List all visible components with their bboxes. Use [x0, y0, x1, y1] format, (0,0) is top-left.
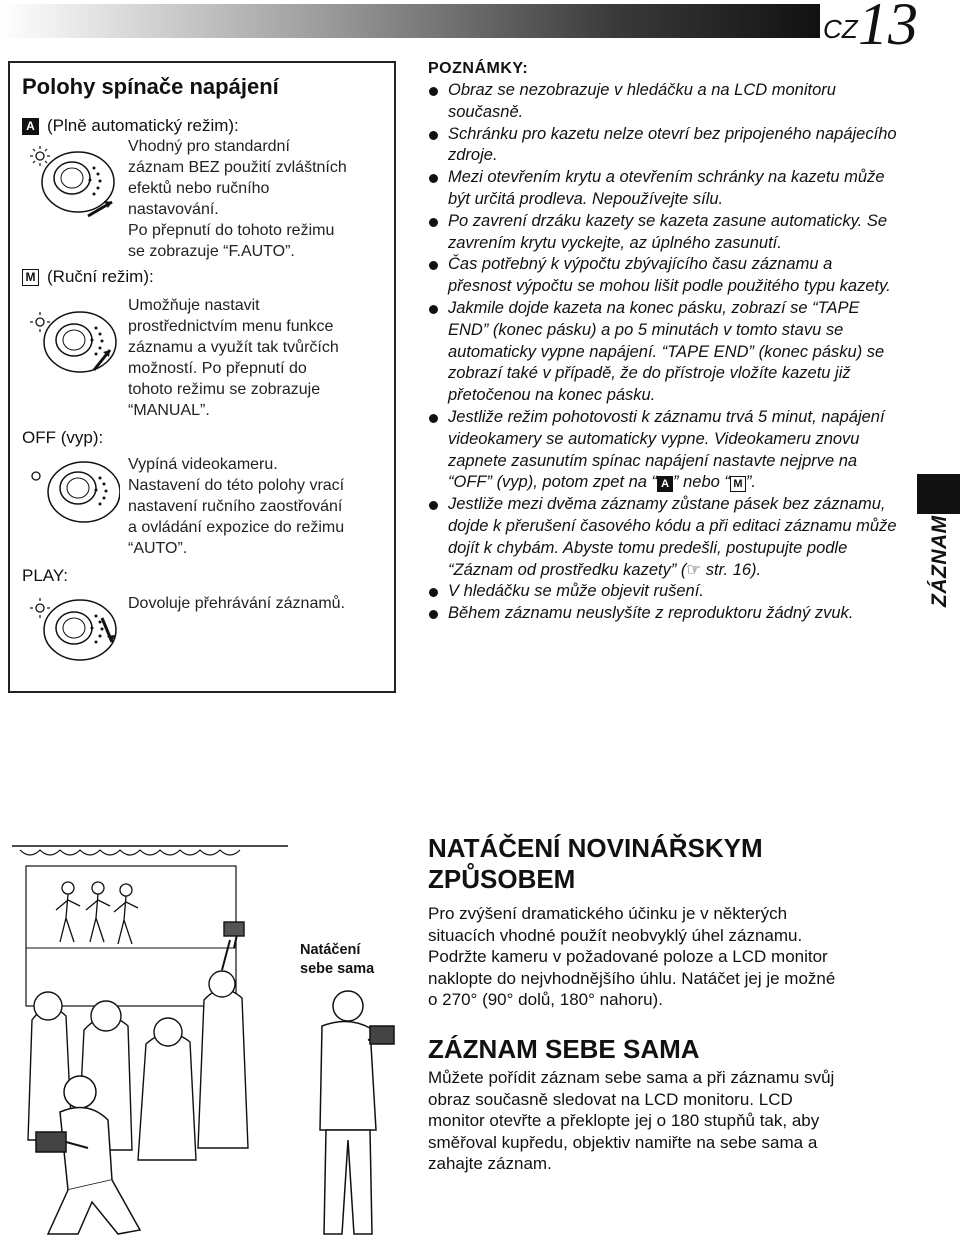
off-desc-line: nastavení ručního zaostřování [128, 498, 343, 515]
manual-mode-description [128, 295, 339, 421]
header-gradient-bar [0, 4, 820, 38]
auto-mode-heading [22, 116, 239, 136]
off-desc-line: “AUTO”. [128, 540, 188, 557]
manual-desc-line: Umožňuje nastavit [128, 297, 260, 314]
dial-auto-illustration [28, 140, 120, 222]
news-line: naklopte do nejvhodnějšího úhlu. Natáčet jej je možné [428, 968, 836, 988]
note-item: V hledáčku se může objevit rušení. [428, 581, 898, 603]
illustration-caption [300, 941, 374, 979]
note-item: Schránku pro kazetu nelze otevrí bez pripojeného napájecího zdroje. [428, 124, 898, 168]
auto-mode-icon: A [22, 118, 39, 135]
play-mode-description [128, 593, 345, 614]
auto-mode-label: (Plně automatický režim): [47, 116, 239, 135]
note-item: Během záznamu neuslyšíte z reproduktoru žádný zvuk. [428, 603, 898, 625]
dial-play-illustration [28, 588, 120, 670]
self-line: monitor otevřte a překlopte jej o 180 stupňů tak, aby [428, 1111, 820, 1131]
manual-mode-icon: M [22, 269, 39, 286]
note-text: Jestliže režim pohotovosti k záznamu trvá 5 minut, napájení videokamery se automaticky vypne. Videokameru znovu zapnete zasunutím spínac napájení nastavte nejprve na “OFF” (vyp), potom zpet na “ [448, 407, 885, 492]
news-line: Podržte kameru v požadované poloze a LCD monitor [428, 947, 828, 967]
auto-desc-line: efektů nebo ručního [128, 180, 270, 197]
news-style-title: NATÁČENÍ NOVINÁŘSKYM ZPŮSOBEM [428, 833, 763, 894]
self-recording-body [428, 1067, 834, 1175]
auto-desc-line: Vhodný pro standardní [128, 138, 290, 155]
section-tab [925, 515, 955, 610]
note-item: Čas potřebný k výpočtu zbývajícího času záznamu a přesnost výpočtu se mohou lišit podle použitého typu kazety. [428, 254, 898, 298]
manual-desc-line: prostřednictvím menu funkce [128, 318, 334, 335]
news-style-body [428, 903, 835, 1011]
news-line: situacích vhodné použít neobvyklý úhel záznamu. [428, 925, 803, 945]
notes-title: POZNÁMKY: [428, 60, 529, 77]
section-tab-marker [917, 474, 960, 514]
auto-desc-line: se zobrazuje “F.AUTO”. [128, 243, 295, 260]
note-text: ” nebo “ [673, 473, 730, 492]
news-line: Pro zvýšení dramatického účinku je v některých [428, 904, 788, 923]
play-mode-label: PLAY: [22, 566, 68, 585]
language-label: CZ [823, 14, 858, 44]
note-text: ”. [745, 473, 757, 492]
section-tab-label: ZÁZNAM [928, 515, 951, 607]
off-mode-label: OFF (vyp): [22, 428, 104, 447]
self-recording-title: ZÁZNAM SEBE SAMA [428, 1034, 700, 1064]
self-line: Můžete pořídit záznam sebe sama a při záznamu svůj [428, 1068, 835, 1087]
caption-line: sebe sama [300, 961, 375, 977]
page-number: 13 [858, 0, 918, 57]
news-line: o 270° (90° dolů, 180° nahoru). [428, 990, 663, 1010]
manual-desc-line: možností. Po přepnutí do [128, 360, 307, 377]
dial-off-illustration [28, 452, 120, 532]
pointing-hand-icon: ☞ [686, 560, 702, 579]
caption-line: Natáčení [300, 942, 361, 958]
off-desc-line: Nastavení do této polohy vrací [128, 477, 345, 494]
note-item [428, 407, 898, 494]
note-item: Obraz se nezobrazuje v hledáčku a na LCD monitoru současně. [428, 80, 898, 124]
auto-desc-line: nastavování. [128, 201, 219, 218]
note-item: Po zavrení drzáku kazety se kazeta zasune automaticky. Se zavrením krytu vyckejte, az úplného zasunutí. [428, 211, 898, 255]
manual-desc-line: tohoto režimu se zobrazuje [128, 381, 321, 398]
note-item: Jakmile dojde kazeta na konec pásku, zobrazí se “TAPE END” (konec pásku) a po 5 minutách v tomto stavu se automaticky vypne napájení. “TAPE END” (konec pásku) se zobrazí také v případě, že do přístroje vložíte kazetu již přetočenou na konec pásku. [428, 298, 898, 407]
power-positions-title: Polohy spínače napájení [22, 74, 279, 99]
auto-mode-inline-icon: A [657, 476, 673, 492]
note-item: Mezi otevřením krytu a otevřením schránky na kazetu může být určitá prodleva. Nepoužívejte sílu. [428, 167, 898, 211]
dial-manual-illustration [28, 300, 120, 382]
manual-desc-line: záznamu a využít tak tvůrčích [128, 339, 339, 356]
off-desc-line: Vypíná videokameru. [128, 456, 278, 473]
auto-desc-line: záznam BEZ použití zvláštních [128, 159, 347, 176]
self-line: obraz současně sledovat na LCD monitoru. LCD [428, 1089, 793, 1109]
note-text: Jestliže mezi dvěma záznamy zůstane pásek bez záznamu, dojde k přerušení časového kódu a při editaci záznamu může dojít k chybám. Abyste tomu predešli, postupujte podle “Záznam od prostředku kazety” ( [448, 495, 897, 579]
off-mode-description [128, 454, 344, 559]
manual-mode-inline-icon: M [730, 476, 746, 492]
recording-illustration [8, 830, 408, 1250]
play-desc-line: Dovoluje přehrávání záznamů. [128, 595, 346, 612]
manual-mode-heading [22, 267, 154, 287]
auto-mode-description [128, 136, 347, 262]
self-line: zahajte záznam. [428, 1154, 552, 1174]
manual-desc-line: “MANUAL”. [128, 402, 210, 419]
manual-mode-label: (Ruční režim): [47, 267, 154, 286]
note-text: str. 16). [701, 560, 762, 579]
off-desc-line: a ovládání expozice do režimu [128, 519, 345, 536]
self-line: směřoval kupředu, objektiv namiřte na sebe sama a [428, 1132, 818, 1152]
notes-list [428, 80, 898, 625]
auto-desc-line: Po přepnutí do tohoto režimu [128, 222, 335, 239]
note-item [428, 494, 898, 581]
